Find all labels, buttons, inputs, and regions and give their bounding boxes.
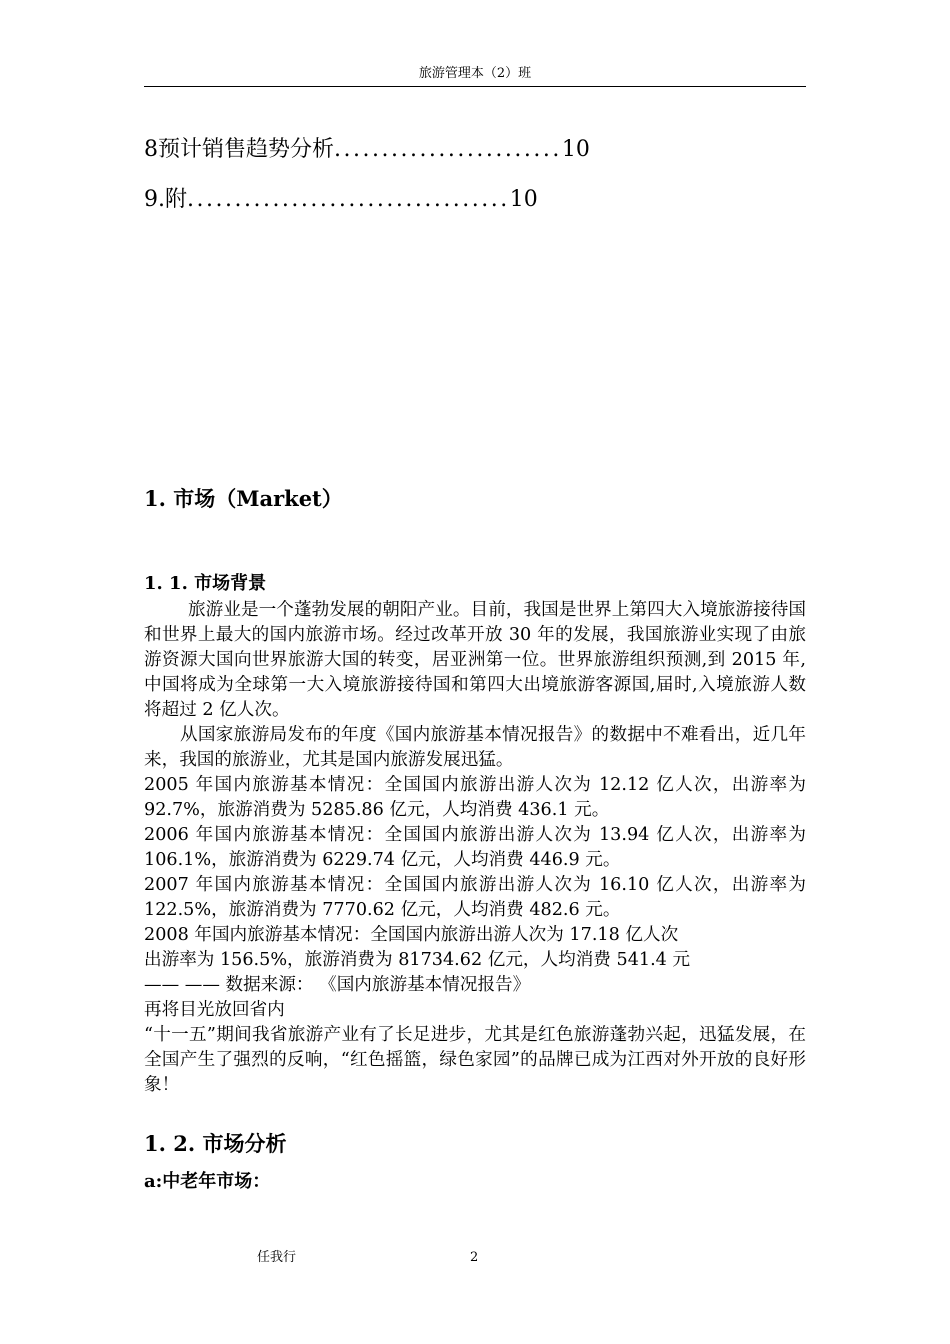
footer-author: 任我行 [257, 1250, 297, 1265]
subsection-heading-market-analysis: 1. 2. 市场分析 [144, 1131, 287, 1156]
toc-page-number: 10 [561, 137, 590, 162]
page-header: 旅游管理本（2）班 [418, 66, 532, 81]
stat-2005: 2005 年国内旅游基本情况：全国国内旅游出游人次为 12.12 亿人次，出游率为 92.7%，旅游消费为 5285.86 亿元，人均消费 436.1 元。 [144, 775, 806, 820]
stat-2008-line2: 出游率为 156.5%，旅游消费为 81734.62 亿元，人均消费 541.4 元 [144, 950, 691, 970]
section-heading-market: 1. 市场（Market） [144, 486, 343, 511]
report-paragraph: 从国家旅游局发布的年度《国内旅游基本情况报告》的数据中不难看出，近几年来，我国的旅游业，尤其是国内旅游发展迅猛。 [144, 725, 806, 770]
market-background-body [144, 598, 806, 1098]
data-source: —— —— 数据来源： 《国内旅游基本情况报告》 [144, 975, 531, 995]
stat-2008-line1: 2008 年国内旅游基本情况：全国国内旅游出游人次为 17.18 亿人次 [144, 925, 679, 945]
subsection-heading-market-background: 1. 1. 市场背景 [144, 573, 267, 594]
toc-entry-label: 9.附 [144, 187, 187, 212]
transition-line: 再将目光放回省内 [144, 1000, 285, 1020]
toc-leader-dots: ........................ [334, 137, 562, 162]
stat-2006: 2006 年国内旅游基本情况：全国国内旅游出游人次为 13.94 亿人次，出游率为 106.1%，旅游消费为 6229.74 亿元，人均消费 446.9 元。 [144, 825, 806, 870]
toc-entry[interactable] [144, 137, 590, 163]
toc-entry[interactable] [144, 187, 538, 213]
toc-leader-dots: .................................. [187, 187, 510, 212]
item-heading-middle-aged-market: a:中老年市场： [144, 1171, 271, 1192]
header-divider [144, 86, 806, 87]
stat-2007: 2007 年国内旅游基本情况：全国国内旅游出游人次为 16.10 亿人次，出游率为 122.5%，旅游消费为 7770.62 亿元，人均消费 482.6 元。 [144, 875, 806, 920]
province-paragraph: “十一五”期间我省旅游产业有了长足进步，尤其是红色旅游蓬勃兴起，迅猛发展，在全国产生了强烈的反响，“红色摇篮，绿色家园”的品牌已成为江西对外开放的良好形象！ [144, 1025, 806, 1095]
footer-page-number: 2 [470, 1250, 479, 1265]
toc-page-number: 10 [509, 187, 538, 212]
toc-entry-label: 8预计销售趋势分析 [144, 137, 334, 162]
intro-paragraph: 旅游业是一个蓬勃发展的朝阳产业。目前，我国是世界上第四大入境旅游接待国和世界上最大的国内旅游市场。经过改革开放 30 年的发展，我国旅游业实现了由旅游资源大国向世界旅游大国的转变，居亚洲第一位。世界旅游组织预测,到 2015 年,中国将成为全球第一大入境旅游接待国和第四大出境旅游客源国,届时,入境旅游人数将超过 2 亿人次。 [144, 600, 806, 720]
